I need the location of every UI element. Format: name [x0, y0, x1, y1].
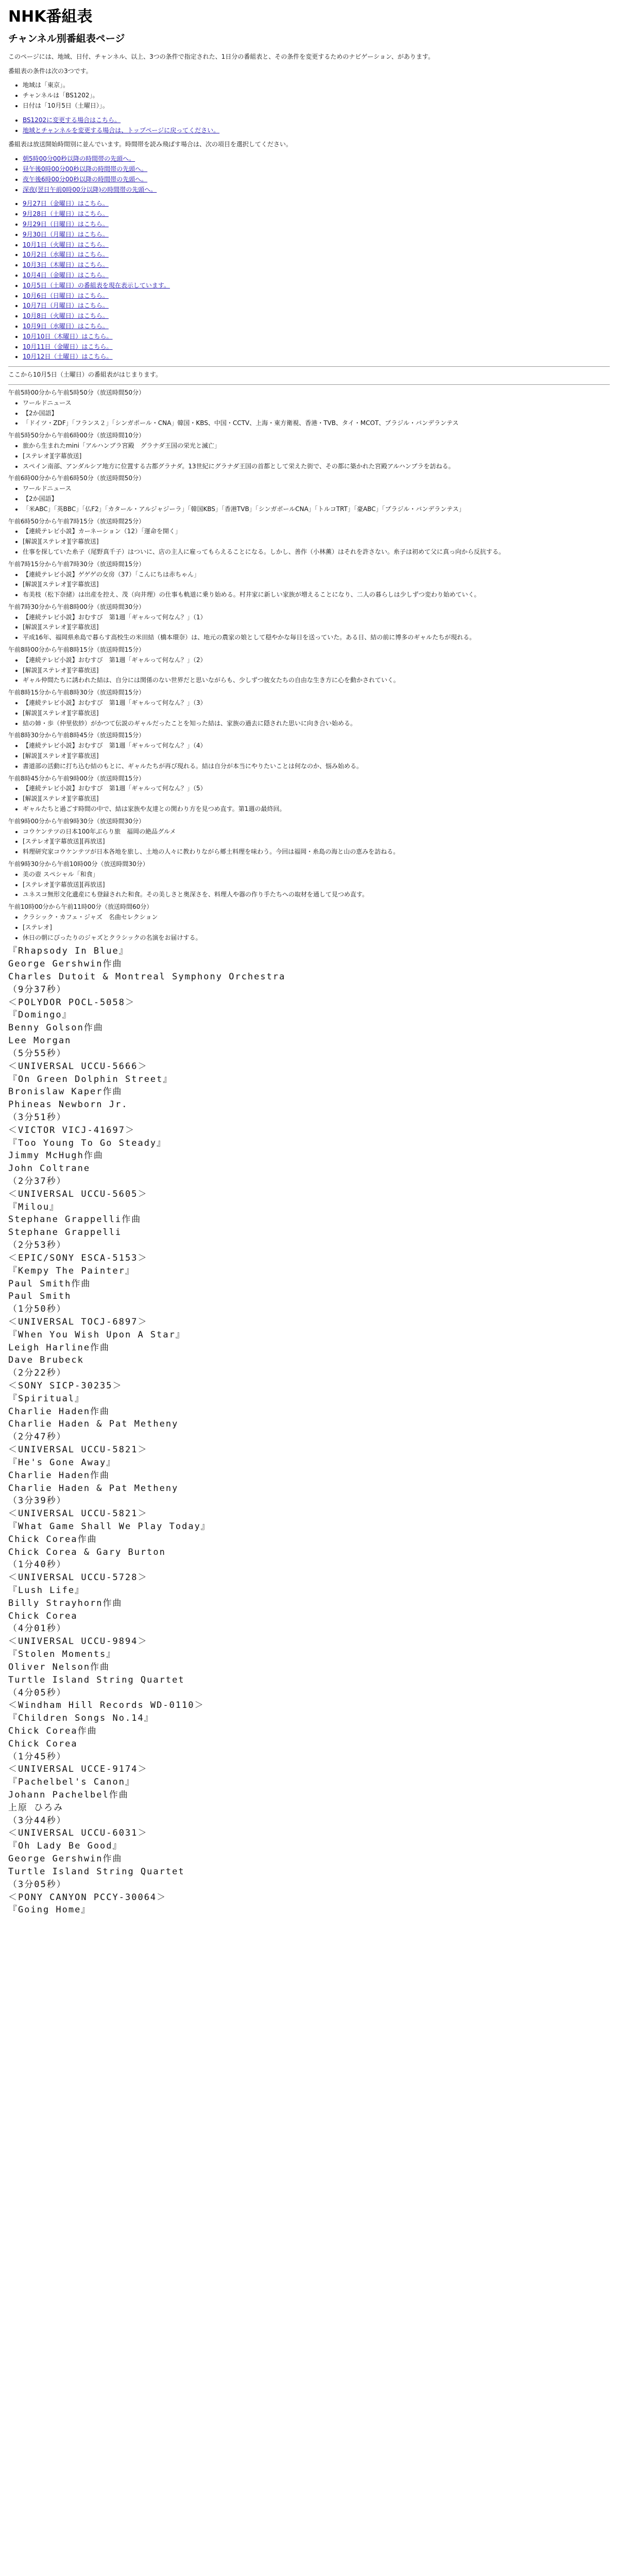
music-entry	[8, 945, 610, 1009]
music-detail: Charles Dutoit & Montreal Symphony Orchestra	[8, 972, 286, 982]
program-detail: • [解説][ステレオ][字幕放送]	[23, 751, 610, 761]
program-detail: • [解説][ステレオ][字幕放送]	[23, 622, 610, 633]
date-nav-item	[23, 209, 610, 219]
time-nav-link-noon[interactable]: 昼午後0時00分00秒以降の時間帯の先頭へ。	[23, 165, 148, 173]
music-entry	[8, 1520, 610, 1584]
program-time: 午前7時15分から午前7時30分（放送時間15分）	[8, 560, 145, 568]
program-time: 午前5時00分から午前5時50分（放送時間50分）	[8, 388, 145, 396]
date-nav-link[interactable]: 10月9日（水曜日）はこちら。	[23, 322, 109, 330]
music-detail: Billy Strayhorn作曲	[8, 1598, 123, 1608]
music-title: 『Too Young To Go Steady』	[8, 1138, 167, 1148]
program-detail: • [ステレオ][字幕放送][再放送]	[23, 880, 610, 890]
music-detail: （1分45秒）	[8, 1751, 66, 1762]
date-nav-link[interactable]: 10月11日（金曜日）はこちら。	[23, 343, 113, 350]
music-detail: Stephane Grappelli	[8, 1227, 122, 1238]
program-title: • 美の壺 スペシャル「和食」	[23, 870, 610, 880]
music-detail: （2分37秒）	[8, 1176, 66, 1187]
program-entry	[8, 645, 610, 686]
page-title: NHK番組表	[8, 8, 93, 26]
program-detail: • 平成16年、福岡県糸島で暮らす高校生の米田結（橋本環奈）は、地元の農家の娘として穏やかな毎日を送っていた。ある日、結の前に博多のギャルたちが現れる。	[23, 633, 610, 643]
music-detail: Chick Corea	[8, 1611, 78, 1621]
time-nav-link-midnight[interactable]: 深夜(翌日午前0時00分以降)の時間帯の先頭へ。	[23, 185, 157, 193]
music-detail: Dave Brubeck	[8, 1355, 84, 1366]
condition-item: • チャンネルは「BS1202」。	[23, 91, 610, 101]
music-title: 『Kempy The Painter』	[8, 1265, 135, 1276]
music-entry	[8, 1456, 610, 1520]
program-detail: • [解説][ステレオ][字幕放送]	[23, 666, 610, 676]
music-title: 『What Game Shall We Play Today』	[8, 1521, 211, 1532]
program-title: • 【連続テレビ小説】カーネーション（12）「運命を開く」	[23, 527, 610, 537]
date-nav-link[interactable]: 10月1日（火曜日）はこちら。	[23, 241, 109, 248]
time-nav-heading: 番組表は放送開始時間別に並んでいます。時間帯を読み飛ばす場合は、次の項目を選択してください。	[8, 141, 293, 148]
program-title: • コウケンテツの日本100年ぶらり旅 福岡の絶品グルメ	[23, 827, 610, 837]
date-nav-item	[23, 250, 610, 260]
music-detail: George Gershwin作曲	[8, 1854, 123, 1865]
page-subtitle: チャンネル別番組表ページ	[8, 32, 125, 44]
program-details	[8, 655, 610, 686]
program-time: 午前8時00分から午前8時15分（放送時間15分）	[8, 646, 145, 654]
program-title: • 旅から生まれたmini「アルハンブラ宮殿 グラナダ王国の栄光と滅亡」	[23, 441, 610, 451]
date-nav-link[interactable]: 10月8日（火曜日）はこちら。	[23, 312, 109, 320]
music-title: 『Domingo』	[8, 1010, 72, 1021]
condition-item: • 地域は「東京」。	[23, 80, 610, 91]
program-time: 午前8時45分から午前9時00分（放送時間15分）	[8, 774, 145, 782]
program-title: • 【連続テレビ小説】おむすび 第1週「ギャルって何なん？」（3）	[23, 698, 610, 708]
program-detail: • [解説][ステレオ][字幕放送]	[23, 794, 610, 804]
program-time: 午前6時50分から午前7時15分（放送時間25分）	[8, 517, 145, 525]
date-nav-item	[23, 321, 610, 332]
music-entry	[8, 1393, 610, 1456]
music-title: 『Pachelbel's Canon』	[8, 1777, 135, 1788]
music-detail: Jimmy McHugh作曲	[8, 1150, 104, 1161]
music-detail: ＜UNIVERSAL UCCU-5666＞	[8, 1061, 148, 1072]
music-detail: ＜POLYDOR POCL-5058＞	[8, 997, 135, 1008]
program-time: 午前8時15分から午前8時30分（放送時間15分）	[8, 689, 145, 697]
divider	[8, 366, 610, 367]
date-nav-item	[23, 301, 610, 311]
program-details	[8, 870, 610, 900]
music-detail: （2分53秒）	[8, 1240, 66, 1251]
date-nav-link[interactable]: 10月7日（月曜日）はこちら。	[23, 302, 109, 310]
music-title: 『Milou』	[8, 1201, 60, 1212]
date-nav-item	[23, 291, 610, 301]
program-title: • 【連続テレビ小説】おむすび 第1週「ギャルって何なん？」（2）	[23, 655, 610, 666]
program-title: • ワールドニュース	[23, 484, 610, 494]
music-detail: Chick Corea	[8, 1738, 78, 1749]
back-to-top-link[interactable]: 地域とチャンネルを変更する場合は、トップページに戻ってください。	[23, 126, 220, 134]
music-detail: Johann Pachelbel作曲	[8, 1790, 129, 1801]
program-list	[8, 388, 610, 943]
date-nav-link[interactable]: 9月30日（月曜日）はこちら。	[23, 230, 109, 238]
program-detail: • 【2か国語】	[23, 409, 610, 419]
music-title: 『On Green Dolphin Street』	[8, 1074, 173, 1084]
program-detail: • [解説][ステレオ][字幕放送]	[23, 580, 610, 590]
date-nav-link[interactable]: 10月2日（水曜日）はこちら。	[23, 251, 109, 259]
program-details	[8, 570, 610, 600]
music-entry	[8, 1265, 610, 1329]
program-detail: • 書道部の活動に打ち込む結のもとに、ギャルたちが再び現れる。結は自分が本当にやりたいことは何なのか、悩み始める。	[23, 761, 610, 772]
music-title: 『Going Home』	[8, 1905, 91, 1916]
music-detail: （3分51秒）	[8, 1112, 66, 1123]
schedule-start: ここから10月5日（土曜日）の番組表がはじまります。	[8, 371, 162, 379]
music-entry	[8, 1009, 610, 1073]
date-nav-item	[23, 342, 610, 352]
music-detail: Paul Smith	[8, 1291, 72, 1302]
divider	[8, 384, 610, 385]
music-detail: Benny Golson作曲	[8, 1023, 104, 1033]
music-entry	[8, 1840, 610, 1904]
music-detail: （5分55秒）	[8, 1048, 66, 1059]
program-detail: • [解説][ステレオ][字幕放送]	[23, 708, 610, 719]
music-entry	[8, 1201, 610, 1265]
music-detail: （2分47秒）	[8, 1432, 66, 1443]
music-entry	[8, 1904, 610, 1917]
music-detail: Charlie Haden作曲	[8, 1470, 110, 1481]
program-detail: • 結の姉・歩（仲里依紗）がかつて伝説のギャルだったことを知った結は、家族の過去に隠された思いに向き合い始める。	[23, 719, 610, 729]
date-nav-link[interactable]: 10月5日（土曜日）の番組表を現在表示しています。	[23, 281, 170, 289]
program-detail: • 仕事を探していた糸子（尾野真千子）はついに、店の主人に雇ってもらえることになる。しかし、善作（小林薫）はそれを許さない。糸子は初めて父に真っ向から反抗する。	[23, 547, 610, 557]
music-detail: （2分22秒）	[8, 1368, 66, 1379]
program-entry	[8, 817, 610, 857]
date-nav-link[interactable]: 9月27日（金曜日）はこちら。	[23, 200, 109, 208]
date-nav-link[interactable]: 10月6日（日曜日）はこちら。	[23, 292, 109, 299]
program-entry	[8, 431, 610, 471]
program-details	[8, 527, 610, 557]
program-detail: • 布美枝（松下奈緒）は出産を控え、茂（向井理）の仕事も軌道に乗り始める。村井家に新しい家族が増えることになり、二人の暮らしは少しずつ変わり始めていく。	[23, 590, 610, 600]
intro-text: このページには、地域、日付、チャンネル、以上、3つの条件で指定された、1日分の番組表と、その条件を変更するためのナビゲーション、があります。	[8, 53, 434, 60]
program-entry	[8, 774, 610, 815]
program-details	[8, 613, 610, 643]
date-nav-list	[8, 199, 610, 362]
program-entry	[8, 517, 610, 557]
music-detail: （1分50秒）	[8, 1304, 66, 1315]
music-detail: （9分37秒）	[8, 984, 66, 995]
program-entry	[8, 688, 610, 728]
music-title: 『Children Songs No.14』	[8, 1713, 154, 1724]
date-nav-item	[23, 311, 610, 321]
program-title: • クラシック・カフェ・ジャズ 名曲セレクション	[23, 912, 610, 923]
time-nav-link-morning[interactable]: 朝5時00分00秒以降の時間帯の先頭へ。	[23, 155, 135, 163]
music-detail: Chick Corea作曲	[8, 1534, 97, 1545]
music-detail: Leigh Harline作曲	[8, 1342, 110, 1353]
music-entry	[8, 1776, 610, 1840]
music-detail: ＜UNIVERSAL UCCE-9174＞	[8, 1764, 148, 1775]
program-title: • 【連続テレビ小説】おむすび 第1週「ギャルって何なん？」（1）	[23, 613, 610, 623]
program-detail: • 休日の朝にぴったりのジャズとクラシックの名演をお届けする。	[23, 933, 610, 943]
program-detail: • 料理研究家コウケンテツが日本各地を旅し、土地の人々に教わりながら郷土料理を味わう。今回は福岡・糸島の海と山の恵みを訪ねる。	[23, 847, 610, 857]
music-entry	[8, 1137, 610, 1201]
music-detail: Paul Smith作曲	[8, 1278, 91, 1289]
music-detail: John Coltrane	[8, 1163, 91, 1174]
date-nav-item	[23, 260, 610, 270]
program-detail: • 「ドイツ・ZDF」「フランス２」「シンガポール・CNA」韓国・KBS、中国・CCTV、上海・東方衛視、香港・TVB、タイ・MCOT、ブラジル・バンデランテス	[23, 418, 610, 429]
program-detail: • ユネスコ無形文化遺産にも登録された和食。その美しさと奥深さを、料理人や器の作り手たちへの取材を通して見つめ直す。	[23, 890, 610, 900]
music-entry	[8, 1329, 610, 1393]
music-detail: ＜UNIVERSAL UCCU-5605＞	[8, 1189, 148, 1199]
program-detail: • [解説][ステレオ][字幕放送]	[23, 537, 610, 547]
music-detail: Phineas Newborn Jr.	[8, 1099, 128, 1110]
program-title: • ワールドニュース	[23, 398, 610, 409]
music-title: 『He's Gone Away』	[8, 1457, 116, 1468]
program-title: • 【連続テレビ小説】ゲゲゲの女房（37）「こんにちは赤ちゃん」	[23, 570, 610, 580]
program-time: 午前6時00分から午前6時50分（放送時間50分）	[8, 474, 145, 482]
music-detail: ＜EPIC/SONY ESCA-5153＞	[8, 1252, 148, 1263]
music-entry	[8, 1712, 610, 1776]
date-nav-link[interactable]: 10月12日（土曜日）はこちら。	[23, 353, 113, 361]
music-detail: （4分01秒）	[8, 1623, 66, 1634]
program-details	[8, 698, 610, 728]
program-details	[8, 827, 610, 857]
music-detail: Oliver Nelson作曲	[8, 1662, 110, 1672]
music-title: 『Rhapsody In Blue』	[8, 946, 129, 957]
program-entry	[8, 473, 610, 514]
program-entry	[8, 902, 610, 943]
program-title: • 【連続テレビ小説】おむすび 第1週「ギャルって何なん？」（5）	[23, 784, 610, 794]
program-details	[8, 484, 610, 514]
music-title: 『Oh Lady Be Good』	[8, 1841, 123, 1852]
program-detail: • 「米ABC」「英BBC」「仏F2」「カタール・アルジャジーラ」「韓国KBS」「香港TVB」「シンガポールCNA」「トルコTRT」「豪ABC」「ブラジル・バンデランテス」	[23, 504, 610, 515]
program-entry	[8, 859, 610, 900]
music-detail: ＜UNIVERSAL TOCJ-6897＞	[8, 1316, 148, 1327]
program-detail: • スペイン南部、アンダルシア地方に位置する古都グラナダ。13世紀にグラナダ王国の首都として栄えた街で、その都に築かれた宮殿アルハンブラを訪ねる。	[23, 462, 610, 472]
music-detail: Lee Morgan	[8, 1036, 72, 1046]
music-list	[8, 945, 610, 1917]
program-details	[8, 912, 610, 943]
music-entry	[8, 1073, 610, 1137]
music-title: 『When You Wish Upon A Star』	[8, 1329, 185, 1340]
change-channel-link[interactable]: BS1202に変更する場合はこちら。	[23, 116, 121, 124]
program-title: • 【連続テレビ小説】おむすび 第1週「ギャルって何なん？」（4）	[23, 741, 610, 751]
date-nav-item	[23, 270, 610, 281]
music-detail: George Gershwin作曲	[8, 959, 123, 970]
music-detail: ＜PONY CANYON PCCY-30064＞	[8, 1892, 167, 1903]
music-entry	[8, 1584, 610, 1648]
music-detail: Charlie Haden & Pat Metheny	[8, 1419, 179, 1430]
program-details	[8, 784, 610, 814]
music-detail: （3分39秒）	[8, 1496, 66, 1506]
music-detail: ＜UNIVERSAL UCCU-5821＞	[8, 1509, 148, 1519]
date-nav-link[interactable]: 10月10日（木曜日）はこちら。	[23, 332, 113, 340]
music-detail: （3分05秒）	[8, 1879, 66, 1890]
date-nav-link[interactable]: 9月29日（日曜日）はこちら。	[23, 221, 109, 228]
music-detail: （4分05秒）	[8, 1687, 66, 1698]
music-detail: Turtle Island String Quartet	[8, 1866, 185, 1877]
music-detail: Chick Corea作曲	[8, 1725, 97, 1736]
music-detail: ＜UNIVERSAL UCCU-9894＞	[8, 1636, 148, 1647]
conditions-heading: 番組表の条件は次の3つです。	[8, 67, 92, 75]
program-time: 午前10時00分から午前11時00分（放送時間60分）	[8, 903, 153, 911]
music-detail: ＜UNIVERSAL UCCU-5821＞	[8, 1445, 148, 1455]
date-nav-link[interactable]: 10月3日（木曜日）はこちら。	[23, 261, 109, 269]
date-nav-item	[23, 332, 610, 342]
music-entry	[8, 1648, 610, 1712]
music-detail: ＜VICTOR VICJ-41697＞	[8, 1125, 135, 1136]
program-time: 午前8時30分から午前8時45分（放送時間15分）	[8, 732, 145, 739]
time-nav-list	[8, 154, 610, 195]
program-time: 午前9時30分から午前10時00分（放送時間30分）	[8, 860, 149, 868]
music-detail: （1分40秒）	[8, 1560, 66, 1570]
music-detail: Stephane Grappelli作曲	[8, 1214, 142, 1225]
date-nav-item	[23, 199, 610, 209]
date-nav-link[interactable]: 10月4日（金曜日）はこちら。	[23, 271, 109, 279]
date-nav-item	[23, 230, 610, 240]
music-detail: Charlie Haden & Pat Metheny	[8, 1483, 179, 1494]
program-entry	[8, 731, 610, 771]
program-detail: • ギャルたちと過ごす時間の中で、結は家族や友達との関わり方を見つめ直す。第1週の最終回。	[23, 804, 610, 815]
music-detail: （3分44秒）	[8, 1815, 66, 1826]
music-detail: Charlie Haden作曲	[8, 1406, 110, 1417]
program-entry	[8, 388, 610, 429]
music-title: 『Stolen Moments』	[8, 1649, 116, 1660]
music-detail: Bronislaw Kaper作曲	[8, 1087, 123, 1097]
time-nav-link-evening[interactable]: 夜午後6時00分00秒以降の時間帯の先頭へ。	[23, 175, 148, 183]
music-detail: Chick Corea & Gary Burton	[8, 1547, 166, 1557]
program-time: 午前7時30分から午前8時00分（放送時間30分）	[8, 603, 145, 611]
music-detail: ＜Windham Hill Records WD-0110＞	[8, 1700, 204, 1711]
program-entry	[8, 602, 610, 643]
date-nav-item	[23, 240, 610, 250]
change-links-list	[8, 115, 610, 136]
music-detail: 上原 ひろみ	[8, 1802, 64, 1813]
condition-item: • 日付は「10月5日（土曜日）」。	[23, 101, 610, 111]
program-detail: • 【2か国語】	[23, 494, 610, 504]
date-nav-item	[23, 219, 610, 230]
program-time: 午前5時50分から午前6時00分（放送時間10分）	[8, 432, 145, 439]
date-nav-item	[23, 352, 610, 362]
program-details	[8, 441, 610, 471]
program-detail: • ギャル仲間たちに誘われた結は、自分には関係のない世界だと思いながらも、少しずつ彼女たちの自由な生き方に心を動かされていく。	[23, 675, 610, 686]
program-detail: • [ステレオ][字幕放送][再放送]	[23, 837, 610, 847]
conditions-list	[8, 80, 610, 111]
program-detail: • [ステレオ]	[23, 923, 610, 933]
music-detail: ＜UNIVERSAL UCCU-5728＞	[8, 1572, 148, 1583]
program-time: 午前9時00分から午前9時30分（放送時間30分）	[8, 817, 145, 825]
program-details	[8, 741, 610, 771]
music-title: 『Lush Life』	[8, 1585, 85, 1596]
program-entry	[8, 560, 610, 600]
music-detail: ＜UNIVERSAL UCCU-6031＞	[8, 1828, 148, 1839]
music-detail: Turtle Island String Quartet	[8, 1674, 185, 1685]
date-nav-link[interactable]: 9月28日（土曜日）はこちら。	[23, 210, 109, 218]
music-title: 『Spiritual』	[8, 1393, 85, 1404]
program-detail: • [ステレオ][字幕放送]	[23, 451, 610, 462]
date-nav-item	[23, 281, 610, 291]
program-details	[8, 398, 610, 429]
music-detail: ＜SONY SICP-30235＞	[8, 1381, 123, 1392]
